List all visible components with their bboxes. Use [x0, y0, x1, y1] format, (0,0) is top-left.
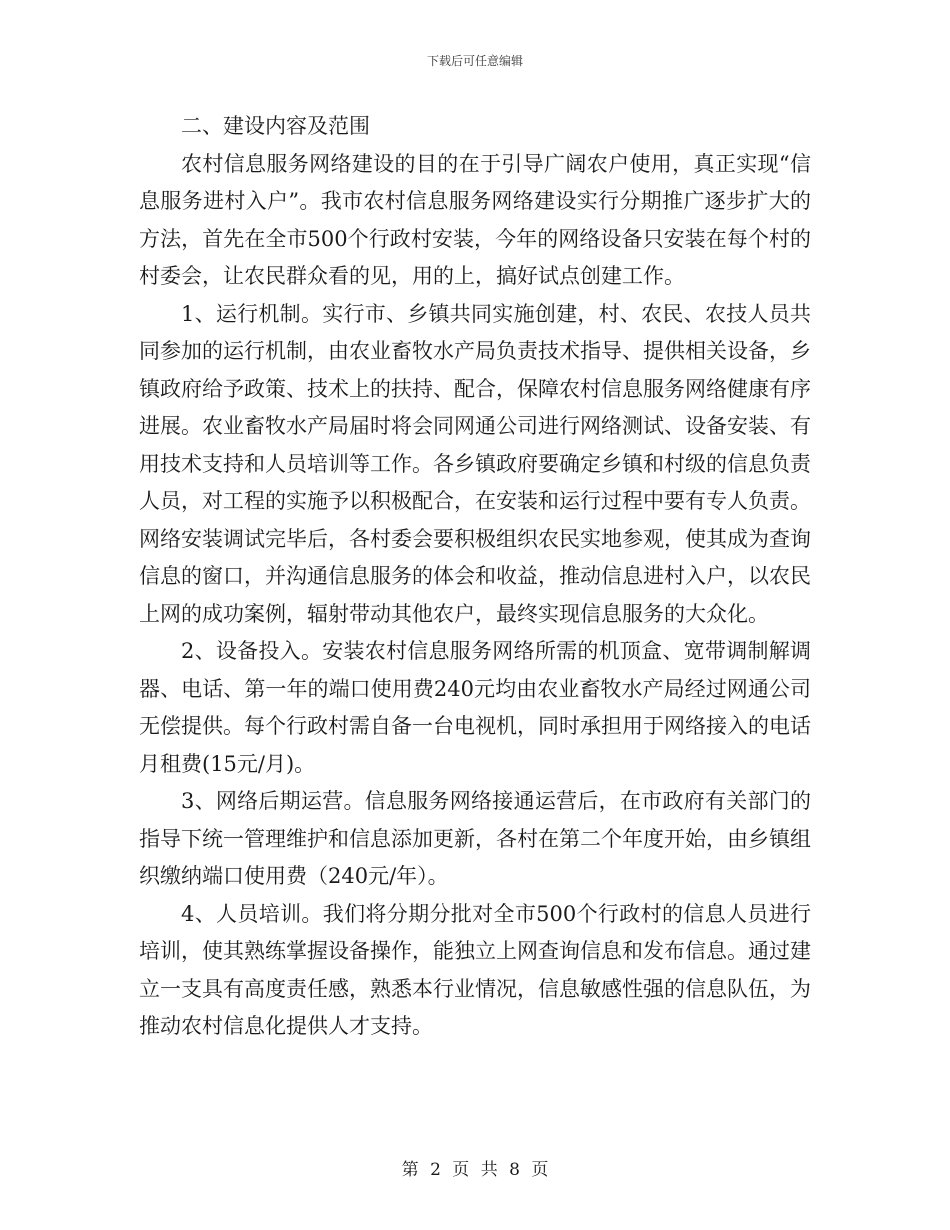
document-body — [139, 108, 811, 1046]
paragraph-operation-mechanism: 1、运行机制。实行市、乡镇共同实施创建，村、农民、农技人员共同参加的运行机制，由农业畜牧水产局负责技术指导、提供相关设备，乡镇政府给予政策、技术上的扶持、配合，保障农村信息服务网络健康有序进展。农业畜牧水产局届时将会同网通公司进行网络测试、设备安装、有用技术支持和人员培训等工作。各乡镇政府要确定乡镇和村级的信息负责人员，对工程的实施予以积极配合，在安装和运行过程中要有专人负责。网络安装调试完毕后，各村委会要积极组织农民实地参观，使其成为查询信息的窗口，并沟通信息服务的体会和收益，推动信息进村入户，以农民上网的成功案例，辐射带动其他农户，最终实现信息服务的大众化。 — [139, 301, 811, 626]
paragraph-staff-training: 4、人员培训。我们将分期分批对全市500个行政村的信息人员进行培训，使其熟练掌握设备操作，能独立上网查询信息和发布信息。通过建立一支具有高度责任感，熟悉本行业情况，信息敏感性强的信息队伍，为推动农村信息化提供人才支持。 — [139, 901, 811, 1038]
section-title: 二、建设内容及范围 — [181, 114, 370, 138]
paragraph-equipment-investment: 2、设备投入。安装农村信息服务网络所需的机顶盒、宽带调制解调器、电话、第一年的端口使用费240元均由农业畜牧水产局经过网通公司无偿提供。每个行政村需自备一台电视机，同时承担用于网络接入的电话月租费(15元/月)。 — [139, 639, 811, 776]
page-header: 下载后可任意编辑 — [426, 54, 523, 68]
paragraph-network-operation: 3、网络后期运营。信息服务网络接通运营后，在市政府有关部门的指导下统一管理维护和信息添加更新，各村在第二个年度开始，由乡镇组织缴纳端口使用费（240元/年）。 — [139, 789, 811, 888]
paragraph-intro: 农村信息服务网络建设的目的在于引导广阔农户使用，真正实现“信息服务进村入户”。我市农村信息服务网络建设实行分期推广逐步扩大的方法，首先在全市500个行政村安装，今年的网络设备只安装在每个村的村委会，让农民群众看的见，用的上，搞好试点创建工作。 — [139, 151, 811, 288]
page-number-footer: 第 2 页 共 8 页 — [401, 1160, 549, 1180]
